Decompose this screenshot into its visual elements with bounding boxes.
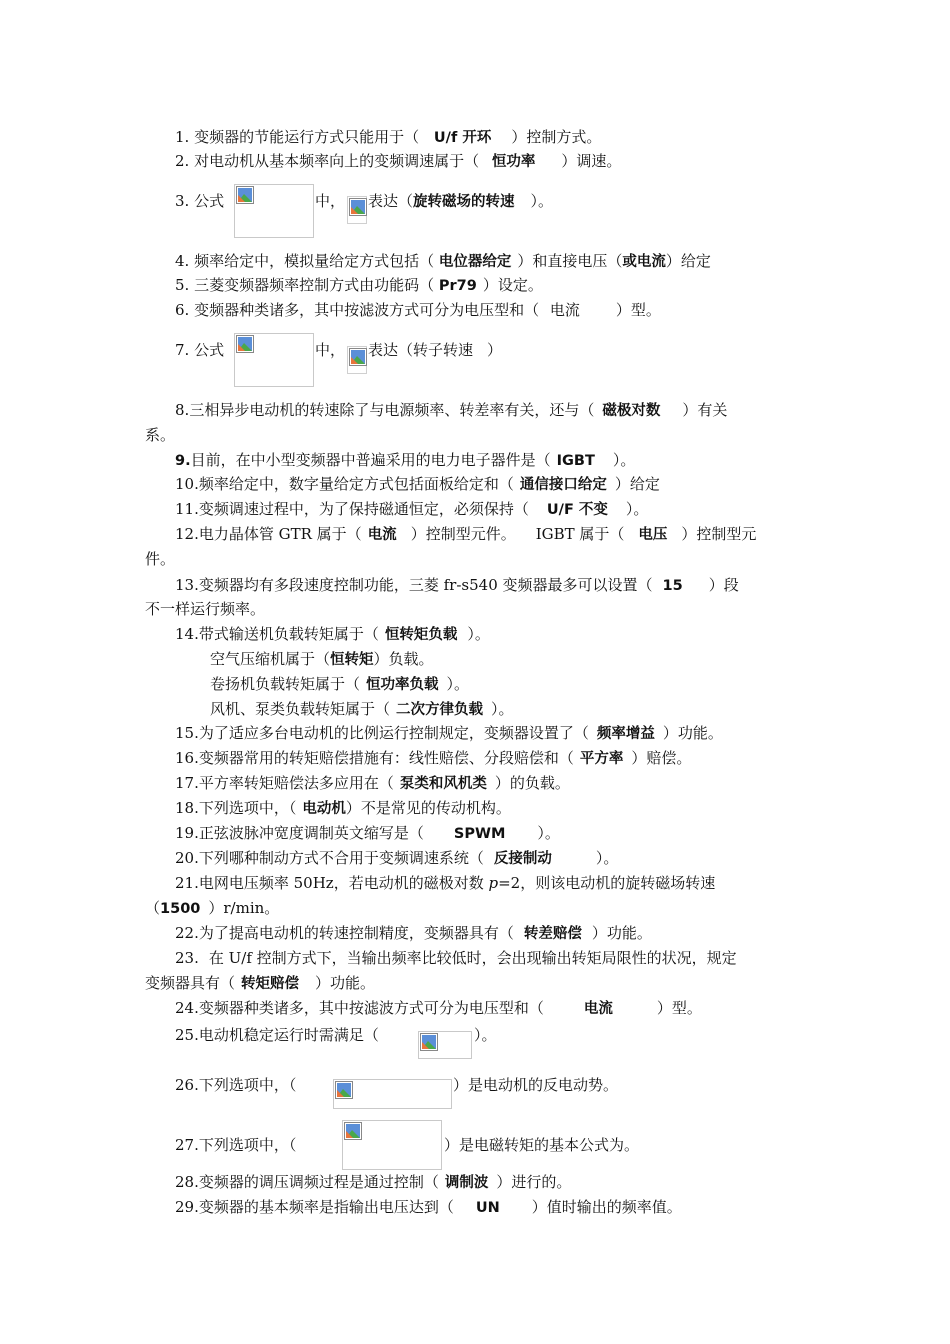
question-text: 平方率转矩赔偿法多应用在（	[198, 774, 394, 792]
question-text: 风机、泵类负载转矩属于（	[210, 700, 391, 718]
question-text-end: ）。	[595, 849, 619, 867]
formula-image-placeholder	[234, 184, 314, 238]
question-number: 11.	[175, 500, 199, 518]
question-number: 5.	[175, 276, 190, 294]
question-14	[175, 624, 490, 645]
question-2	[175, 151, 621, 172]
question-number: 28.	[175, 1173, 199, 1191]
question-1	[175, 127, 601, 148]
question-number: 25.	[175, 1026, 199, 1044]
question-number: 14.	[175, 625, 199, 643]
question-number: 21.	[175, 874, 199, 892]
question-number: 10.	[175, 475, 199, 493]
question-text: 中，	[315, 341, 346, 359]
question-12	[175, 524, 756, 545]
question-text-end: ）。	[491, 700, 514, 718]
question-6	[175, 300, 661, 320]
question-16	[175, 748, 691, 769]
broken-image-icon	[335, 1081, 353, 1099]
question-text: 在 U/f 控制方式下，当输出频率比较低时，会出现输出转矩局限性的状况，规定	[208, 949, 737, 967]
question-text-end: ）	[487, 341, 503, 359]
question-text: 下列选项中，（	[198, 1076, 297, 1094]
question-text: 变频器的基本频率是指输出电压达到（	[198, 1198, 454, 1216]
question-text-end: ）r/min。	[208, 899, 280, 917]
question-text: 正弦波脉冲宽度调制英文缩写是（	[198, 824, 424, 842]
question-number: 4.	[175, 252, 190, 270]
question-21	[175, 873, 715, 893]
question-21-wrap	[145, 898, 279, 919]
question-text: 电网电压频率 50Hz，若电动机的磁极对数	[198, 874, 489, 892]
answer: 通信接口给定	[519, 477, 607, 493]
answer: 二次方律负载	[396, 702, 484, 718]
question-19	[175, 823, 560, 844]
question-text: 下列选项中，（	[198, 799, 297, 817]
question-number: 23.	[175, 949, 199, 967]
broken-image-icon	[236, 186, 254, 204]
answer: 电压	[638, 527, 668, 543]
question-text-end: ）有关	[682, 401, 728, 419]
question-27-end	[444, 1135, 639, 1155]
question-text: 表达（	[368, 192, 414, 210]
question-text: 下列选项中，（	[198, 1136, 297, 1154]
answer: U/F 不变	[546, 502, 608, 518]
question-text: 空气压缩机属于（	[210, 650, 331, 668]
question-25	[175, 1025, 379, 1045]
answer: Pr79	[438, 278, 477, 294]
answer: 电流	[549, 301, 580, 319]
question-26	[175, 1075, 296, 1095]
question-number: 22.	[175, 924, 199, 942]
question-text-end: ）。	[530, 192, 554, 210]
question-3-end	[368, 191, 553, 212]
question-text: 中，	[315, 192, 346, 210]
question-text-end: ）调速。	[561, 152, 622, 170]
question-text: （	[145, 899, 161, 917]
question-text-end: ）功能。	[315, 974, 376, 992]
question-number: 24.	[175, 999, 199, 1017]
question-text-end: ）。	[625, 500, 649, 518]
option-image-placeholder	[333, 1079, 452, 1109]
question-text-end: ）赔偿。	[631, 749, 692, 767]
answer: 电位器给定	[438, 254, 512, 270]
question-text: 电动机稳定运行时需满足（	[198, 1026, 379, 1044]
broken-image-icon	[349, 348, 367, 366]
question-10	[175, 474, 660, 495]
symbol-image-placeholder	[347, 196, 367, 224]
question-text-end: ）进行的。	[496, 1173, 572, 1191]
answer: U/f 开环	[433, 130, 492, 146]
answer: 频率增益	[596, 726, 655, 742]
question-number: 8.	[175, 401, 190, 419]
question-8	[175, 400, 727, 421]
question-13	[175, 575, 739, 596]
question-24	[175, 998, 702, 1019]
answer: 平方率	[579, 751, 624, 767]
question-text: 表达（	[368, 341, 414, 359]
answer: 恒转矩	[330, 652, 374, 668]
question-text-end: ）给定	[614, 475, 660, 493]
answer: 1500	[160, 901, 201, 917]
question-text-end: ）控制型元	[681, 525, 757, 543]
question-23	[175, 948, 737, 968]
question-number: 26.	[175, 1076, 199, 1094]
question-text: IGBT 属于（	[535, 525, 625, 543]
question-26-end	[453, 1075, 618, 1095]
question-text: ）和直接电压（	[517, 252, 623, 270]
answer: 15	[662, 578, 683, 594]
answer: 恒转矩负载	[384, 627, 458, 643]
question-text: 卷扬机负载转矩属于（	[210, 675, 361, 693]
question-number: 17.	[175, 774, 199, 792]
option-image-placeholder	[418, 1031, 472, 1059]
question-text: 公式	[194, 341, 225, 359]
question-text: 变频器均有多段速度控制功能，三菱 fr-s540 变频器最多可以设置（	[198, 576, 653, 594]
question-text: 变频器的调压调频过程是通过控制（	[198, 1173, 439, 1191]
math-variable: p	[488, 874, 499, 892]
question-text: 变频器的节能运行方式只能用于（	[194, 128, 420, 146]
question-3-cont	[315, 191, 345, 211]
broken-image-icon	[236, 335, 254, 353]
symbol-image-placeholder	[347, 346, 367, 374]
question-number: 19.	[175, 824, 199, 842]
question-text: 公式	[194, 192, 225, 210]
broken-image-icon	[344, 1122, 362, 1140]
question-text-end: ）给定	[665, 252, 711, 270]
question-number: 12.	[175, 525, 199, 543]
answer: 或电流	[622, 254, 666, 270]
question-text: 三相异步电动机的转速除了与电源频率、转差率有关，还与（	[189, 401, 595, 419]
question-27	[175, 1135, 296, 1155]
question-text-end: ）。	[467, 625, 490, 643]
question-text-end: ）值时输出的频率值。	[531, 1198, 682, 1216]
answer: 反接制动	[493, 851, 552, 867]
question-text: 为了提高电动机的转速控制精度，变频器具有（	[198, 924, 514, 942]
broken-image-icon	[420, 1033, 438, 1051]
question-number: 27.	[175, 1136, 199, 1154]
question-text: 系。	[145, 426, 176, 444]
question-3	[175, 191, 224, 211]
question-14-sub-2	[210, 674, 469, 695]
question-text: 变频器具有（	[145, 974, 236, 992]
question-28	[175, 1172, 571, 1193]
question-number: 7.	[175, 341, 190, 359]
question-text-end: ）是电动机的反电动势。	[453, 1076, 619, 1094]
answer: 旋转磁场的转速	[413, 194, 515, 210]
question-text: =2，则该电动机的旋转磁场转速	[498, 874, 716, 892]
question-number: 15.	[175, 724, 199, 742]
question-14-sub-1	[210, 649, 434, 670]
question-29	[175, 1197, 682, 1218]
broken-image-icon	[349, 198, 367, 216]
question-text: 电力晶体管 GTR 属于（	[198, 525, 362, 543]
question-text: 为了适应多台电动机的比例运行控制规定，变频器设置了（	[198, 724, 589, 742]
answer: UN	[475, 1200, 500, 1216]
question-text: 件。	[145, 550, 176, 568]
answer: 转矩赔偿	[241, 976, 300, 992]
question-text: 变频器种类诸多，其中按滤波方式可分为电压型和（	[198, 999, 544, 1017]
question-text: 带式输送机负载转矩属于（	[198, 625, 379, 643]
question-text-end: ）型。	[656, 999, 702, 1017]
formula-image-placeholder	[234, 333, 314, 387]
question-22	[175, 923, 652, 944]
answer: 转差赔偿	[523, 926, 582, 942]
answer: 泵类和风机类	[399, 776, 487, 792]
question-text: 对电动机从基本频率向上的变频调速属于（	[194, 152, 480, 170]
answer: 电流	[583, 1001, 613, 1017]
question-12-wrap	[145, 549, 175, 569]
question-text-end: ）功能。	[662, 724, 723, 742]
question-13-wrap	[145, 599, 265, 619]
question-text-end: ）负载。	[373, 650, 434, 668]
question-text: ）控制型元件。	[410, 525, 516, 543]
answer: 调制波	[444, 1175, 489, 1191]
question-number: 13.	[175, 576, 199, 594]
question-text-end: ）功能。	[591, 924, 652, 942]
question-text: 目前，在中小型变频器中普遍采用的电力电子器件是（	[190, 451, 551, 469]
option-image-placeholder	[342, 1120, 442, 1170]
question-number: 6.	[175, 301, 190, 319]
question-text: 变频调速过程中，为了保持磁通恒定，必须保持（	[198, 500, 529, 518]
question-number: 1.	[175, 128, 190, 146]
question-5	[175, 275, 543, 296]
question-text-end: ）是电磁转矩的基本公式为。	[444, 1136, 640, 1154]
answer: 恒功率	[491, 154, 536, 170]
answer: SPWM	[453, 826, 506, 842]
question-17	[175, 773, 570, 794]
question-text: 频率给定中，数字量给定方式包括面板给定和（	[198, 475, 514, 493]
question-number: 3.	[175, 192, 190, 210]
answer: 转子转速	[413, 341, 474, 359]
question-4	[175, 251, 711, 272]
question-text-end: ）。	[446, 675, 470, 693]
question-25-end	[474, 1025, 497, 1045]
answer: 磁极对数	[602, 403, 661, 419]
question-text-end: ）的负载。	[494, 774, 570, 792]
question-8-wrap	[145, 425, 175, 445]
question-text: 频率给定中，模拟量给定方式包括（	[194, 252, 435, 270]
question-7-end	[368, 340, 502, 360]
answer: IGBT	[556, 453, 595, 469]
question-text-end: ）型。	[615, 301, 661, 319]
question-number: 20.	[175, 849, 199, 867]
question-7-cont	[315, 340, 345, 360]
question-23-wrap	[145, 973, 375, 994]
answer: 电流	[367, 527, 397, 543]
question-text: 变频器种类诸多，其中按滤波方式可分为电压型和（	[194, 301, 540, 319]
question-14-sub-3	[210, 699, 514, 720]
question-text-end: ）控制方式。	[511, 128, 602, 146]
question-11	[175, 499, 648, 520]
question-text: 变频器常用的转矩赔偿措施有：线性赔偿、分段赔偿和（	[198, 749, 574, 767]
answer: 恒功率负载	[366, 677, 439, 693]
question-text: 三菱变频器频率控制方式由功能码（	[194, 276, 435, 294]
question-text-end: ）不是常见的传动机构。	[345, 799, 511, 817]
question-number: 16.	[175, 749, 199, 767]
question-text-end: ）段	[708, 576, 739, 594]
question-9	[175, 450, 635, 471]
question-18	[175, 798, 511, 819]
question-7	[175, 340, 224, 360]
question-number: 29.	[175, 1198, 199, 1216]
question-text: 下列哪种制动方式不合用于变频调速系统（	[198, 849, 484, 867]
question-15	[175, 723, 723, 744]
question-text-end: ）。	[474, 1026, 497, 1044]
question-text-end: ）。	[612, 451, 636, 469]
question-number: 9.	[175, 453, 191, 469]
answer: 电动机	[302, 801, 346, 817]
question-text-end: ）。	[537, 824, 560, 842]
question-number: 2.	[175, 152, 190, 170]
question-text: 不一样运行频率。	[145, 600, 266, 618]
question-text-end: ）设定。	[482, 276, 543, 294]
question-number: 18.	[175, 799, 199, 817]
question-20	[175, 848, 618, 869]
